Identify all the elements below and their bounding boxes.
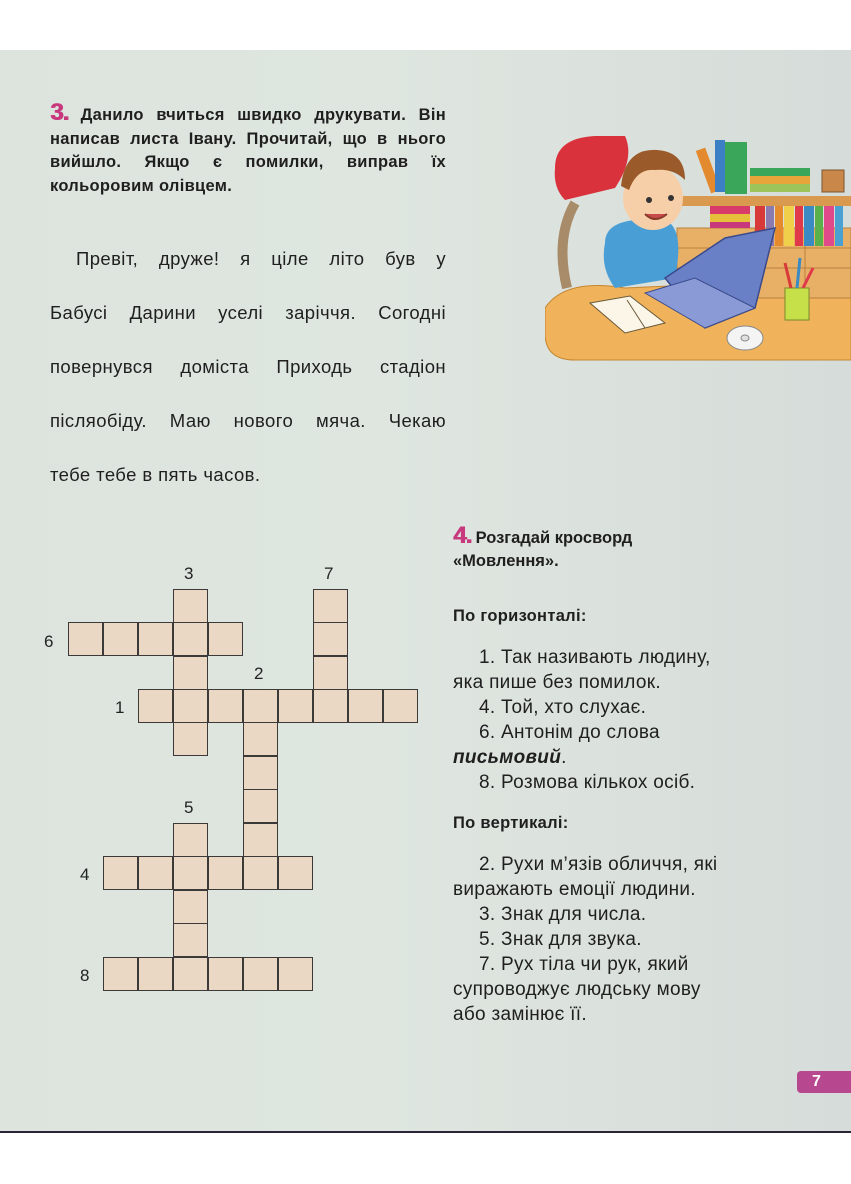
crossword-cell[interactable]	[243, 823, 278, 857]
crossword-cell[interactable]	[208, 689, 243, 723]
task-number-4: 4.	[453, 522, 472, 549]
crossword-cell[interactable]	[278, 957, 313, 991]
crossword-cell[interactable]	[173, 689, 208, 723]
across-header: По горизонталі:	[453, 607, 587, 625]
clue-down-7: 7. Рух тіла чи рук, який супроводжує людську мову або замінює її.	[453, 954, 701, 1025]
crossword-cell[interactable]	[208, 856, 243, 890]
clue-label-7: 7	[324, 564, 334, 583]
crossword-cell[interactable]	[173, 923, 208, 957]
letter-line: тебе тебе в пять часов.	[50, 464, 261, 485]
clue-down-2: 2. Рухи м’язів обличчя, які виражають емоції людини.	[453, 854, 718, 900]
crossword-cell[interactable]	[313, 689, 348, 723]
crossword-cell[interactable]	[138, 689, 173, 723]
crossword-cell[interactable]	[243, 957, 278, 991]
crossword-cell[interactable]	[103, 856, 138, 890]
clue-down-3: 3. Знак для числа.	[479, 904, 647, 925]
clue-label-8: 8	[80, 966, 90, 985]
crossword-cell[interactable]	[313, 622, 348, 656]
clue-label-6: 6	[44, 632, 54, 651]
clue-label-5: 5	[184, 798, 194, 817]
letter-line: післяобіду. Маю нового мяча. Чекаю	[50, 410, 446, 431]
crossword-clues	[453, 604, 783, 1027]
task-number-3: 3.	[50, 99, 69, 126]
emphasized-word: письмовий	[453, 747, 562, 768]
crossword-cell[interactable]	[243, 789, 278, 823]
crossword-cell[interactable]	[173, 856, 208, 890]
crossword-cell[interactable]	[173, 656, 208, 690]
crossword-cell[interactable]	[243, 722, 278, 756]
crossword-cell[interactable]	[173, 722, 208, 756]
crossword-cell[interactable]	[208, 957, 243, 991]
clue-label-1: 1	[115, 698, 125, 717]
crossword-cell[interactable]	[68, 622, 103, 656]
clue-across-8: 8. Розмова кількох осіб.	[479, 772, 696, 793]
crossword-cell[interactable]	[313, 656, 348, 690]
letter-line: Превіт, друже! я ціле літо був у	[76, 248, 446, 269]
crossword-cell[interactable]	[278, 689, 313, 723]
crossword-cell[interactable]	[138, 622, 173, 656]
clue-across-4: 4. Той, хто слухає.	[479, 697, 647, 718]
task-4-heading	[453, 524, 783, 573]
clue-down-5: 5. Знак для звука.	[479, 929, 642, 950]
task-4-title-2: «Мовлення».	[453, 552, 559, 570]
crossword-cell[interactable]	[173, 589, 208, 623]
down-header: По вертикалі:	[453, 814, 569, 832]
crossword-cell[interactable]	[243, 756, 278, 790]
crossword-cell[interactable]	[173, 823, 208, 857]
crossword-cell[interactable]	[243, 689, 278, 723]
crossword-cell[interactable]	[383, 689, 418, 723]
task-4-title: Розгадай кросворд	[475, 529, 633, 547]
boy-typing-illustration	[545, 128, 851, 363]
crossword-cell[interactable]	[278, 856, 313, 890]
crossword-cell[interactable]	[208, 622, 243, 656]
crossword-cell[interactable]	[103, 622, 138, 656]
crossword-cell[interactable]	[243, 856, 278, 890]
crossword-cell[interactable]	[138, 957, 173, 991]
crossword-cell[interactable]	[173, 622, 208, 656]
clue-across-1: 1. Так називають людину, яка пише без помилок.	[453, 647, 711, 693]
crossword-cell[interactable]	[138, 856, 173, 890]
typed-letter	[50, 232, 446, 502]
crossword-cell[interactable]	[313, 589, 348, 623]
crossword-cell[interactable]	[173, 957, 208, 991]
crossword-cell[interactable]	[103, 957, 138, 991]
clue-label-2: 2	[254, 664, 264, 683]
task-3-text: Данило вчиться швидко друкувати. Він написав листа Івану. Прочитай, що в нього вийшло. Якщо є помилки, виправ їх кольоровим олівцем.	[50, 106, 446, 195]
letter-line: Бабусі Дарини уселі заріччя. Согодні	[50, 302, 446, 323]
clue-label-3: 3	[184, 564, 194, 583]
letter-line: повернувся доміста Приходь стадіон	[50, 356, 446, 377]
crossword-cell[interactable]	[173, 890, 208, 924]
clue-label-4: 4	[80, 865, 90, 884]
crossword-cell[interactable]	[348, 689, 383, 723]
clue-across-6: 6. Антонім до слова письмовий.	[453, 722, 660, 768]
page-number-tab: 7	[797, 1071, 851, 1093]
task-3-instruction	[50, 101, 446, 198]
